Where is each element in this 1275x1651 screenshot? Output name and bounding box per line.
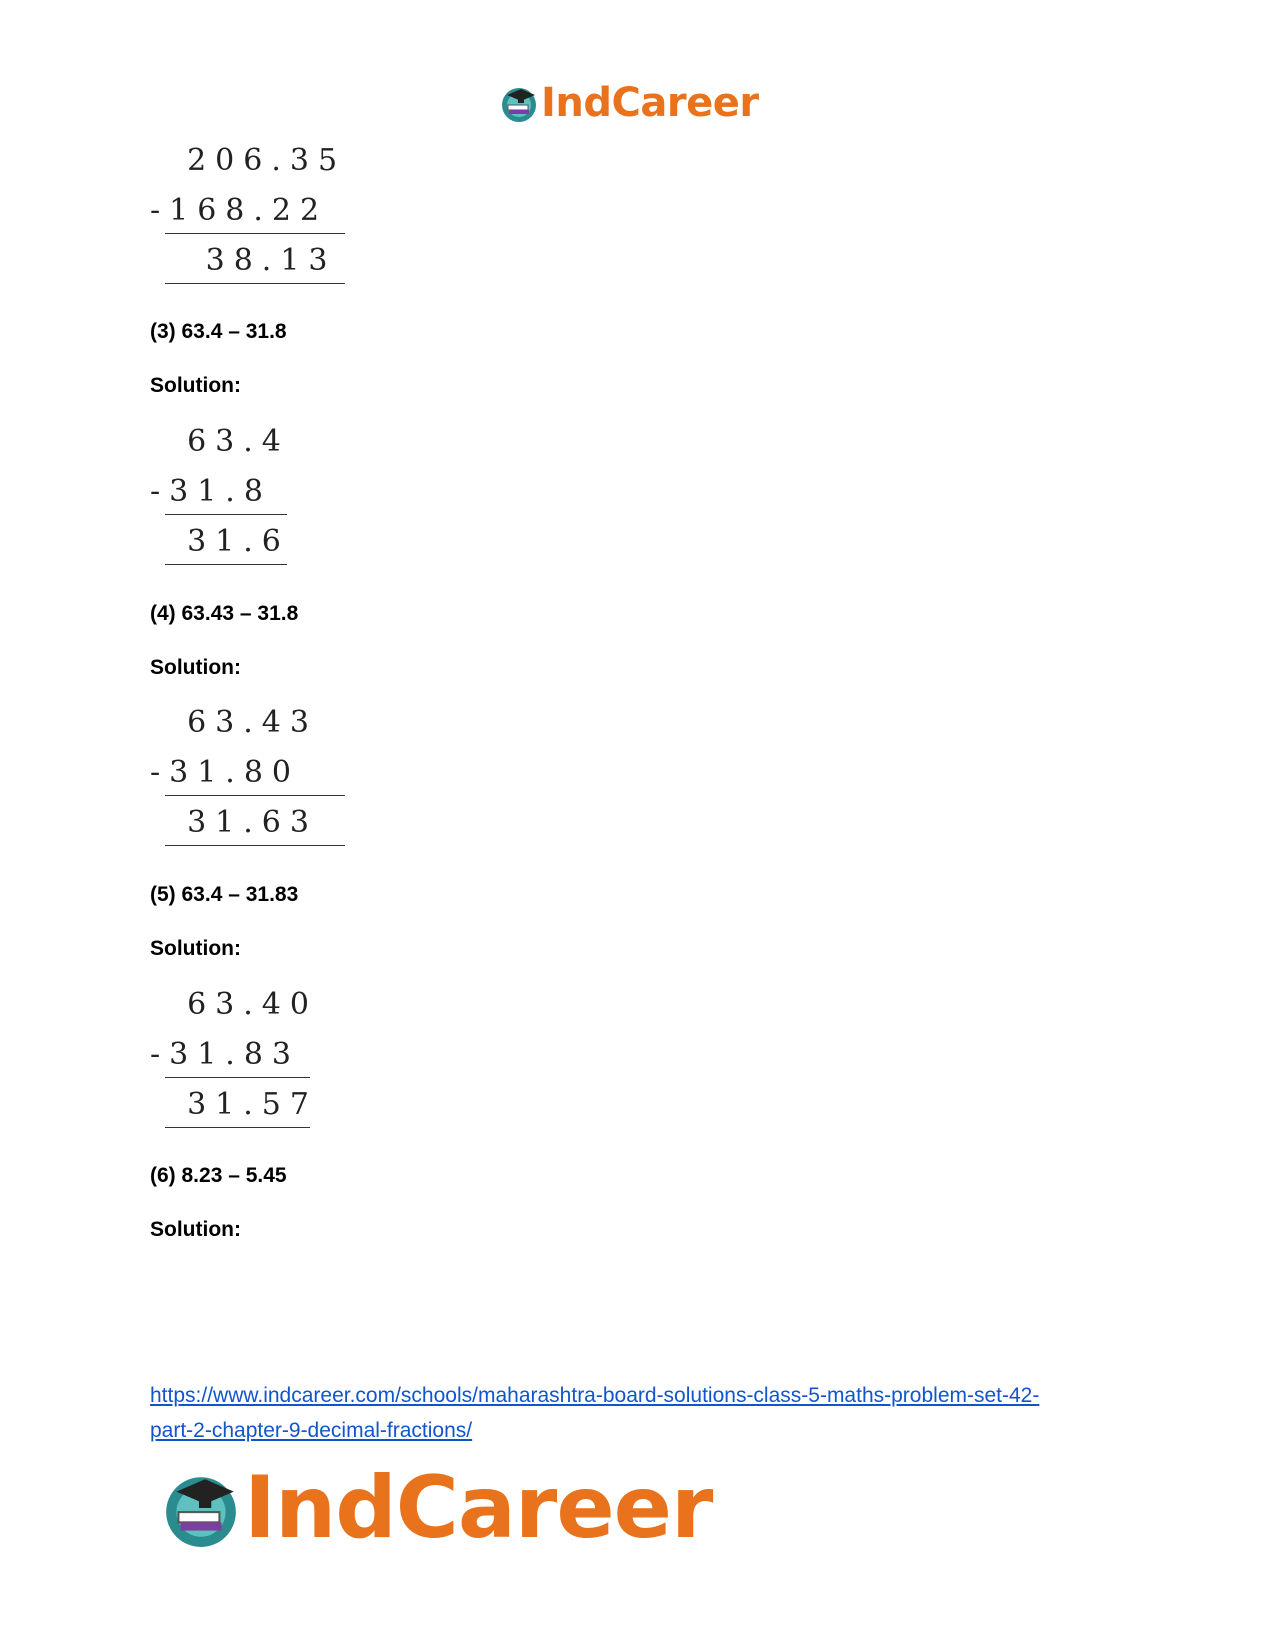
subtraction-block xyxy=(150,987,370,1137)
solution-label: Solution: xyxy=(150,656,241,679)
problem-question: (5) 63.4 – 31.83 xyxy=(150,883,299,906)
difference: 31.6 xyxy=(150,524,290,559)
rule-line xyxy=(165,1077,310,1078)
graduation-book-icon xyxy=(499,83,539,123)
source-link-line-1[interactable]: https://www.indcareer.com/schools/maharashtra-board-solutions-class-5-maths-problem-set-42- xyxy=(150,1384,1040,1407)
difference: 31.63 xyxy=(150,805,318,840)
solution-label: Solution: xyxy=(150,937,241,960)
graduation-book-icon xyxy=(160,1467,242,1549)
rule-line xyxy=(165,845,345,846)
subtraction-block xyxy=(150,424,370,574)
source-link[interactable] xyxy=(150,1378,1150,1448)
rule-line xyxy=(165,514,287,515)
minuend: 63.43 xyxy=(150,705,318,740)
problem-question: (6) 8.23 – 5.45 xyxy=(150,1164,287,1187)
subtrahend: -31.83 xyxy=(150,1037,301,1072)
subtraction-block xyxy=(150,705,370,855)
subtraction-block xyxy=(150,143,370,293)
logo-wordmark: IndCareer xyxy=(244,1458,713,1558)
minuend: 206.35 xyxy=(150,143,347,178)
problem-question: (3) 63.4 – 31.8 xyxy=(150,320,287,343)
rule-line xyxy=(165,233,345,234)
footer-logo xyxy=(160,1458,712,1558)
logo-wordmark: IndCareer xyxy=(541,80,759,126)
problem-question: (4) 63.43 – 31.8 xyxy=(150,602,299,625)
rule-line xyxy=(165,795,345,796)
difference: 38.13 xyxy=(150,243,337,278)
source-link-line-2[interactable]: part-2-chapter-9-decimal-fractions/ xyxy=(150,1419,473,1442)
subtrahend: -31.8 xyxy=(150,474,272,509)
solution-label: Solution: xyxy=(150,374,241,397)
rule-line xyxy=(165,283,345,284)
solution-label: Solution: xyxy=(150,1218,241,1241)
rule-line xyxy=(165,564,287,565)
minuend: 63.4 xyxy=(150,424,290,459)
difference: 31.57 xyxy=(150,1087,318,1122)
minuend: 63.40 xyxy=(150,987,318,1022)
subtrahend: -31.80 xyxy=(150,755,301,790)
header-logo xyxy=(499,80,759,126)
subtrahend: -168.22 xyxy=(150,193,329,228)
rule-line xyxy=(165,1127,310,1128)
